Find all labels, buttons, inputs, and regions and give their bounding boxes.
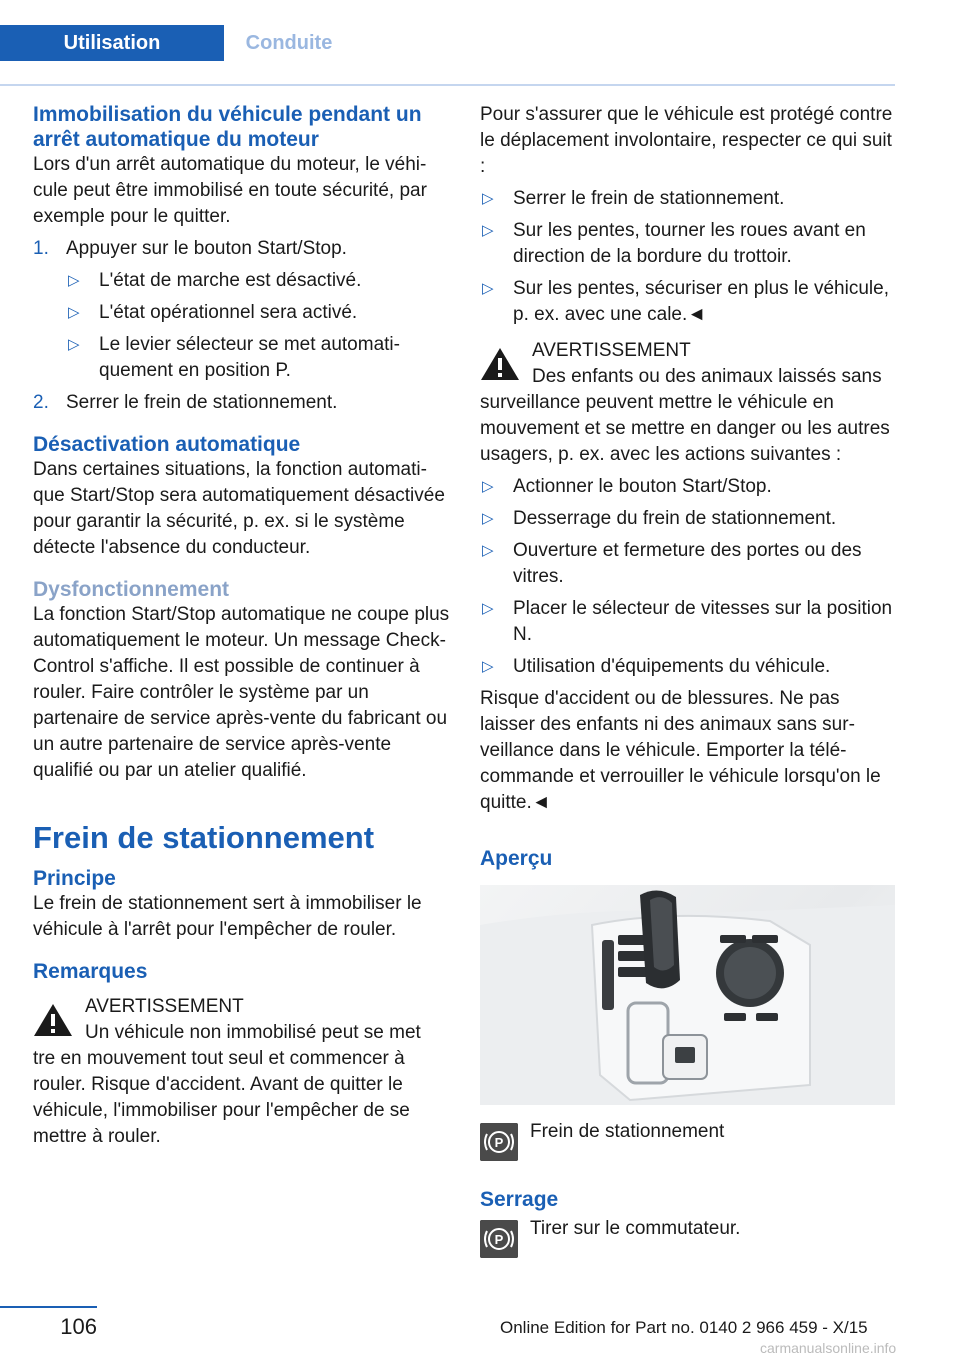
list-item — [480, 276, 898, 328]
footer-rule — [0, 1306, 97, 1308]
page-number: 106 — [60, 1314, 97, 1339]
triangle-bullet-icon: ▷ — [482, 478, 494, 495]
list-item-text: Sur les pentes, tourner les roues avant en direction de la bordure du trottoir. — [513, 220, 866, 267]
list-item-text: L'état opérationnel sera activé. — [99, 302, 358, 323]
list-item-text: Ouverture et fermeture des portes ou des vitres. — [513, 540, 862, 587]
list-item — [480, 506, 898, 532]
warning-block — [33, 994, 451, 1150]
heading-immobilisation: Immobilisation du véhicule pendant un arrêt automatique du moteur — [33, 103, 422, 151]
list-item-text: Sur les pentes, sécuriser en plus le véhicule, p. ex. avec une cale.◄ — [513, 278, 889, 325]
paragraph-risk: Risque d'accident ou de blessures. Ne pas laisser des enfants ni des animaux sans surveillance dans le véhicule. Emporter la télécommande et verrouiller le véhicule lorsqu'on le quitte.◄ — [480, 688, 881, 813]
list-item-text: L'état de marche est désactivé. — [99, 270, 362, 291]
warning-first-line: Un véhicule non immobilisé peut se met — [85, 1022, 421, 1043]
triangle-bullet-icon: ▷ — [68, 272, 80, 289]
edition-note: Online Edition for Part no. 0140 2 966 459 - X/15 — [500, 1318, 868, 1337]
triangle-bullet-icon: ▷ — [482, 600, 494, 617]
paragraph-immobilisation: Lors d'un arrêt automatique du moteur, le véhicule peut être immobilisé en toute sécurité, par exemple pour le quitter. — [33, 154, 427, 227]
heading-remarques: Remarques — [33, 960, 148, 983]
action-list — [480, 474, 898, 680]
triangle-bullet-icon: ▷ — [482, 222, 494, 239]
list-item-text: Serrer le frein de stationnement. — [513, 188, 785, 209]
warning-first-line: Des enfants ou des animaux laissés sans — [532, 366, 882, 387]
list-item-text: Placer le sélecteur de vitesses sur la position N. — [513, 598, 893, 645]
svg-text:P: P — [494, 1135, 504, 1150]
tab-conduite[interactable]: Conduite — [245, 32, 333, 54]
console-illustration — [480, 885, 895, 1105]
heading-desactivation: Désactivation automatique — [33, 433, 301, 456]
heading-dysfonctionnement: Dysfonctionnement — [33, 578, 230, 601]
paragraph-dysfonctionnement: La fonction Start/Stop automatique ne coupe plus automatiquement le moteur. Un message Check-Control s'affiche. Il est possible de continuer à rouler. Faire contrôler le système par un partenaire de service après-vente du fabricant ou un autre partenaire de service après-vente qualifié ou par un atelier qualifié. — [33, 604, 450, 781]
warning-text: surveillance peuvent mettre le véhicule en mouvement et se mettre en danger ou les autres usagers, p. ex. avec les actions suivantes : — [480, 392, 890, 465]
warning-label: AVERTISSEMENT — [85, 996, 244, 1017]
list-item — [480, 474, 898, 500]
list-item — [480, 186, 898, 212]
warning-triangle-icon — [33, 1002, 73, 1038]
warning-triangle-icon — [480, 346, 520, 382]
left-column — [33, 102, 451, 1150]
triangle-bullet-icon: ▷ — [482, 510, 494, 527]
step-text: Appuyer sur le bouton Start/Stop. — [66, 238, 347, 259]
triangle-bullet-icon: ▷ — [482, 190, 494, 207]
heading-apercu: Aperçu — [480, 847, 553, 870]
serrage-text: Tirer sur le commutateur. — [530, 1218, 741, 1239]
step-text: Serrer le frein de stationnement. — [66, 392, 338, 413]
heading-serrage: Serrage — [480, 1188, 559, 1211]
triangle-bullet-icon: ▷ — [482, 280, 494, 297]
section-title: Frein de stationnement — [33, 820, 375, 855]
warning-block — [480, 338, 898, 468]
svg-text:P: P — [494, 1232, 504, 1247]
list-item — [480, 654, 898, 680]
step-number: 1. — [33, 238, 49, 259]
caption-row — [480, 1119, 898, 1161]
chapter-tabs — [0, 25, 895, 61]
photo-caption: Frein de stationnement — [530, 1121, 725, 1142]
list-item-text: Actionner le bouton Start/Stop. — [513, 476, 772, 497]
serrage-row — [480, 1216, 898, 1258]
triangle-bullet-icon: ▷ — [68, 336, 80, 353]
parking-brake-icon — [480, 1123, 518, 1161]
header-rule — [0, 84, 895, 86]
center-console-photo — [480, 885, 895, 1105]
precaution-list — [480, 186, 898, 328]
list-item — [66, 332, 451, 384]
heading-principe: Principe — [33, 867, 116, 890]
paragraph-intro: Pour s'assurer que le véhicule est protégé contre le déplacement involontaire, respecter ce qui suit : — [480, 104, 893, 177]
list-item — [66, 268, 451, 294]
tab-utilisation[interactable]: Utilisation — [0, 25, 224, 61]
watermark: carmanualsonline.info — [760, 1340, 897, 1356]
warning-text: tre en mouvement tout seul et commencer à rouler. Risque d'accident. Avant de quitter le véhicule, l'immobiliser pour l'empêcher de se mettre à rouler. — [33, 1048, 410, 1147]
right-column — [480, 102, 898, 1258]
step-item — [33, 390, 451, 416]
steps-list — [33, 236, 451, 416]
list-item-text: Utilisation d'équipements du véhicule. — [513, 656, 831, 677]
list-item — [66, 300, 451, 326]
triangle-bullet-icon: ▷ — [68, 304, 80, 321]
list-item-text: Le levier sélecteur se met automatiquement en position P. — [99, 334, 400, 381]
triangle-bullet-icon: ▷ — [482, 542, 494, 559]
paragraph-desactivation: Dans certaines situations, la fonction automatique Start/Stop sera automatiquement désactivée pour garantir la sécurité, p. ex. si le système détecte l'absence du conducteur. — [33, 459, 445, 558]
warning-label: AVERTISSEMENT — [532, 340, 691, 361]
list-item — [480, 596, 898, 648]
sub-list — [66, 268, 451, 384]
step-number: 2. — [33, 392, 49, 413]
paragraph-principe: Le frein de stationnement sert à immobiliser le véhicule à l'arrêt pour l'empêcher de rouler. — [33, 893, 422, 940]
list-item-text: Desserrage du frein de stationnement. — [513, 508, 837, 529]
triangle-bullet-icon: ▷ — [482, 658, 494, 675]
step-item — [33, 236, 451, 384]
list-item — [480, 218, 898, 270]
parking-brake-icon — [480, 1220, 518, 1258]
list-item — [480, 538, 898, 590]
